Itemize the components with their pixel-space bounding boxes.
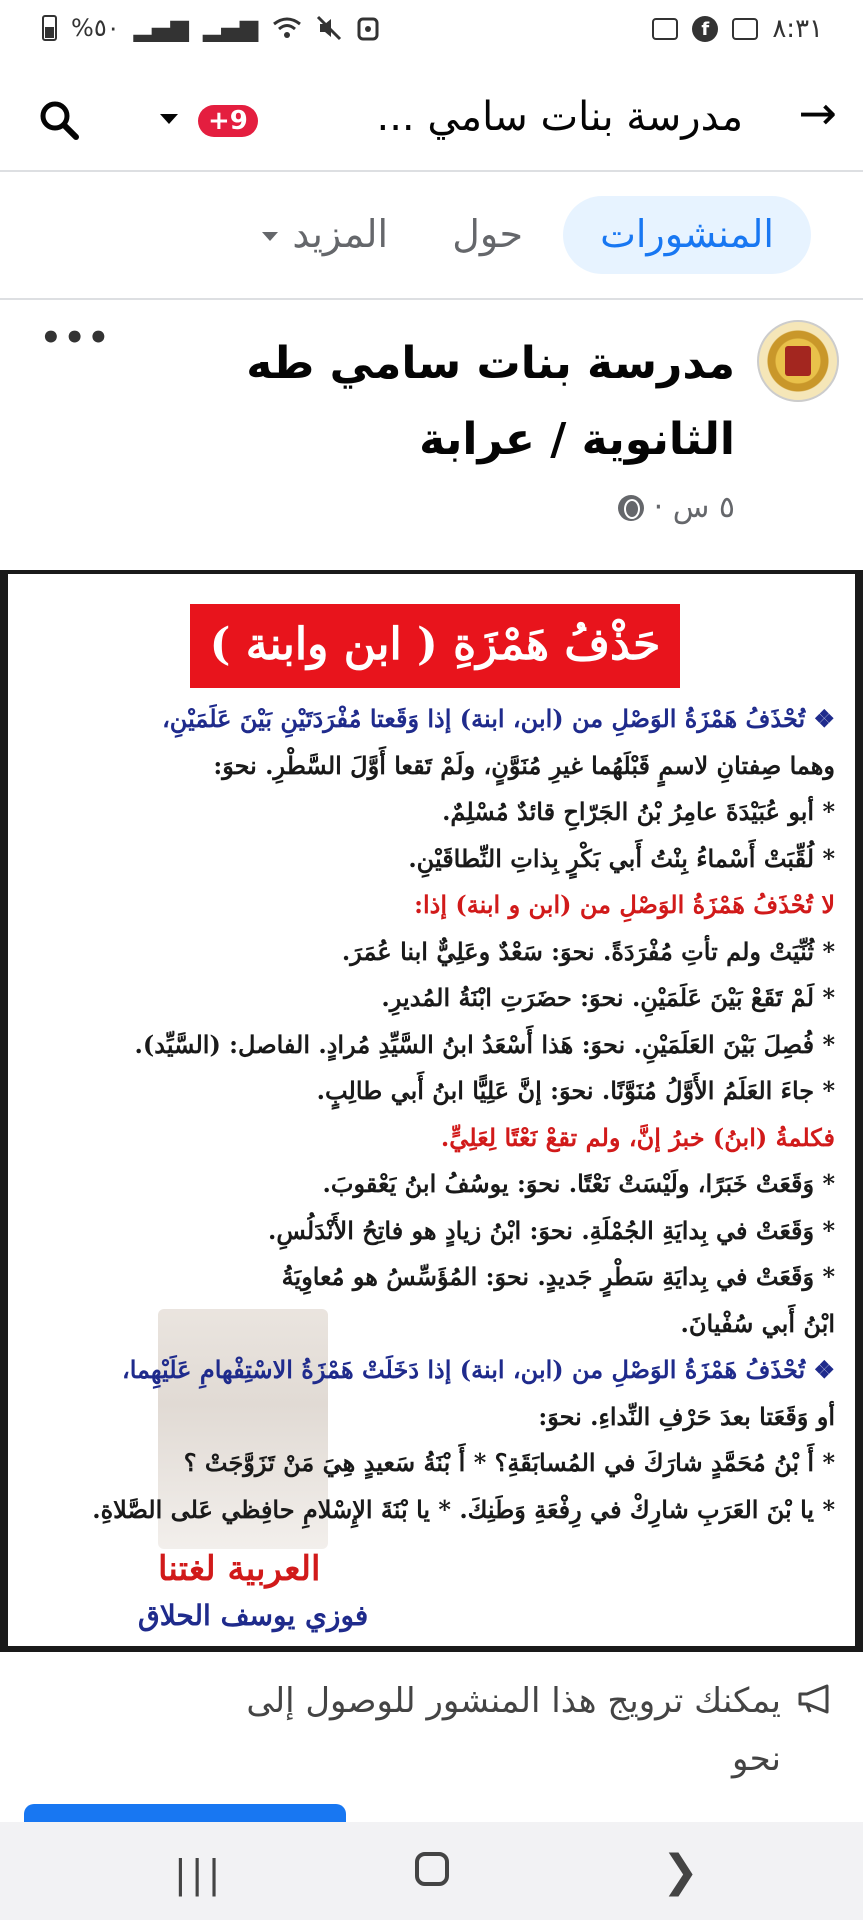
post-image[interactable]: [0, 570, 863, 1652]
lesson-line: فكلمةُ (ابنُ) خبرُ إنَّ، ولم تقعْ نَعْتًا لِعَلِيٍّ.: [440, 1122, 835, 1152]
status-bar: [0, 0, 863, 62]
lesson-line: * لُقِّبَتْ أَسْماءُ بِنْتُ أَبي بَكْرٍ بِذاتِ النِّطاقَيْنِ.: [408, 843, 835, 873]
boost-area: [0, 1652, 863, 1822]
lesson-line: * أبو عُبَيْدَةَ عامِرُ بْنُ الجَرّاحِ قائدٌ مُسْلِمٌ.: [442, 797, 835, 826]
facebook-icon: f: [692, 16, 718, 42]
lesson-line: أو وَقَعَتا بعدَ حَرْفِ النِّداءِ. نحوَ:: [538, 1401, 835, 1431]
signature-author: فوزي يوسف الحلاق: [138, 1599, 369, 1632]
battery-percentage: %٥٠: [71, 14, 120, 42]
wifi-icon: [272, 16, 302, 40]
lesson-line: * وَقَعَتْ في بِدايَةِ سَطْرٍ جَديدٍ. نحوَ: المُؤَسِّسُ هو مُعاوِيَةُ: [281, 1262, 835, 1291]
top-app-bar: [0, 62, 863, 172]
lesson-line: لا تُحْذَفُ هَمْزَةُ الوَصْلِ من (ابن و ابنة) إذا:: [414, 890, 835, 919]
lesson-line: * ثُنِّيَتْ ولم تأتِ مُفْرَدَةً. نحوَ: سَعْدٌ وعَلِيٌّ ابنا عُمَرَ.: [341, 936, 835, 966]
lesson-line: * جاءَ العَلَمُ الأَوَّلُ مُنَوَّنًا. نحوَ: إنَّ عَلِيًّا ابنُ أَبي طالِبٍ.: [316, 1076, 835, 1105]
clock: ٨:٣١: [772, 14, 823, 44]
more-options-icon[interactable]: •••: [40, 318, 112, 358]
chevron-down-icon: [262, 232, 278, 241]
screen-icon: [732, 18, 758, 40]
boost-text: يمكنك ترويج هذا المنشور للوصول إلى نحو: [246, 1681, 781, 1779]
page-tabs: [0, 196, 863, 276]
avatar[interactable]: [757, 320, 839, 402]
lesson-line: ❖ تُحْذَفُ هَمْزَةُ الوَصْلِ من (ابن، ابنة) إذا وَقَعتا مُفْرَدَتَيْنِ بَيْنَ عَلَمَيْنِ،: [162, 704, 835, 733]
post-image-content: [8, 574, 855, 1646]
tab-about[interactable]: حول: [452, 212, 523, 256]
divider: [0, 298, 863, 300]
post-meta: [618, 490, 735, 525]
lesson-line: ❖ تُحْذَفُ هَمْزَةُ الوَصْلِ من (ابن، ابنة) إذا دَخَلَتْ هَمْزَةُ الاسْتِفْهامِ عَلَيْهِما،: [121, 1355, 835, 1384]
post-time: ٥ س ·: [653, 490, 735, 525]
lesson-title: حَذْفُ هَمْزَةِ ( ابن وابنة ): [190, 604, 680, 688]
lesson-line: * فُصِلَ بَيْنَ العَلَمَيْنِ. نحوَ: هَذا أَسْعَدُ ابنُ السَّيِّدِ مُرادٍ. الفاصل: (السَّيِّد).: [134, 1029, 835, 1059]
lesson-line: * أَ بْنُ مُحَمَّدٍ شارَكَ في المُسابَقَةِ؟ * أَ بْنَةُ سَعيدٍ هِيَ مَنْ تَزَوَّجَتْ ؟: [183, 1448, 835, 1477]
notification-badge[interactable]: +9: [198, 105, 258, 137]
recents-icon[interactable]: |||: [174, 1852, 225, 1896]
search-icon[interactable]: [38, 99, 80, 141]
gallery-icon: [652, 18, 678, 40]
lesson-line: ابْنُ أَبي سُفْيانَ.: [680, 1308, 835, 1338]
signal-icon: ▂▄▆: [133, 14, 189, 42]
home-icon[interactable]: [415, 1852, 449, 1886]
back-chevron-icon[interactable]: ❯: [662, 1846, 699, 1897]
mute-icon: [316, 15, 342, 41]
system-nav-bar: [0, 1822, 863, 1920]
tab-more-label: المزيد: [292, 212, 388, 256]
lesson-line: * وَقَعَتْ خَبَرًا، ولَيْسَتْ نَعْتًا. نحوَ: يوسُفُ ابنُ يَعْقوبَ.: [322, 1169, 835, 1198]
lesson-line: * يا بْنَ العَرَبِ شارِكْ في رِفْعَةِ وَطَنِكَ. * يا بْنَةَ الإِسْلامِ حافِظي عَلى الصَّلاةِ.: [92, 1494, 835, 1524]
megaphone-icon: [797, 1684, 833, 1714]
signature-title: العربية لغتنا: [158, 1549, 321, 1589]
status-icons-left: [42, 14, 380, 42]
page-title[interactable]: مدرسة بنات سامي ...: [376, 94, 743, 140]
lesson-line: * لَمْ تَقَعْ بَيْنَ عَلَمَيْنِ. نحوَ: حضَرَتِ ابْنَةُ المُديرِ.: [381, 983, 835, 1012]
tab-more[interactable]: [262, 196, 388, 274]
globe-icon: [618, 495, 644, 521]
tab-posts[interactable]: المنشورات: [563, 196, 811, 274]
alarm-icon: [356, 15, 380, 41]
post-author[interactable]: مدرسة بنات سامي طه الثانوية / عرابة: [246, 338, 735, 465]
signal-icon-2: ▂▄▆: [202, 14, 259, 42]
lesson-line: * وَقَعَتْ في بِدايَةِ الجُمْلَةِ. نحوَ: ابْنُ زيادٍ هو فاتِحُ الأَنْدَلُسِ.: [267, 1215, 835, 1245]
chevron-down-icon[interactable]: [160, 114, 178, 124]
back-arrow-icon[interactable]: →: [798, 86, 837, 140]
battery-icon: [42, 15, 57, 41]
lesson-line: وهما صِفتانِ لاسمٍ قَبْلَهُما غيرِ مُنَوَّنٍ، ولَمْ تَقعا أَوَّلَ السَّطْرِ. نحوَ:: [213, 750, 835, 780]
status-icons-right: [652, 14, 823, 44]
